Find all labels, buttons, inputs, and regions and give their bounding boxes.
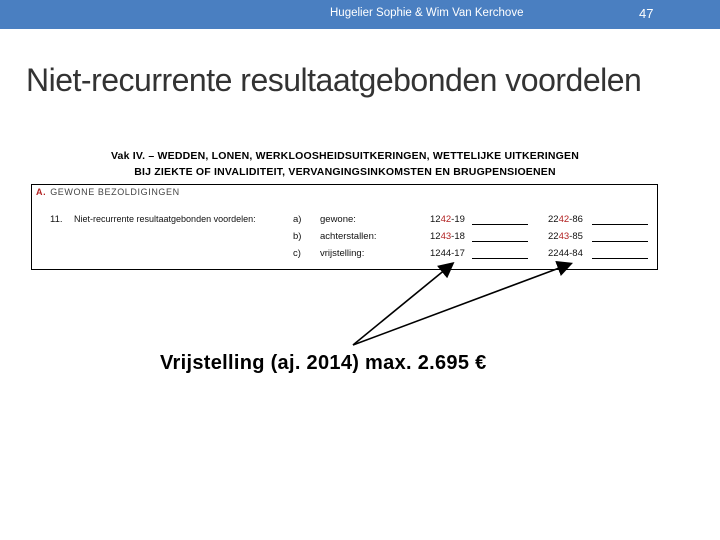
- header-authors: Hugelier Sophie & Wim Van Kerchove: [330, 7, 524, 19]
- row-label: achterstallen:: [320, 231, 377, 242]
- vak-heading-line2: BIJ ZIEKTE OF INVALIDITEIT, VERVANGINGSINKOMSTEN EN BRUGPENSIOENEN: [134, 166, 556, 178]
- code-field-1: 1243-18: [430, 231, 465, 242]
- row-letter: a): [293, 214, 302, 225]
- slide-title: Niet-recurrente resultaatgebonden voordelen: [26, 62, 642, 98]
- page-number: 47: [639, 6, 654, 21]
- code-field-2: 2242-86: [548, 214, 583, 225]
- code-field-2: 2243-85: [548, 231, 583, 242]
- row-label: vrijstelling:: [320, 248, 365, 259]
- arrow-to-code-2244: [353, 264, 570, 345]
- item-number: 11.: [50, 214, 63, 225]
- item-label: Niet-recurrente resultaatgebonden voordelen:: [74, 214, 256, 224]
- code-field-1: 1244-17: [430, 248, 465, 259]
- code-field-2: 2244-84: [548, 248, 583, 259]
- section-title: GEWONE BEZOLDIGINGEN: [50, 187, 180, 197]
- exemption-note: Vrijstelling (aj. 2014) max. 2.695 €: [160, 352, 487, 374]
- code-field-1: 1242-19: [430, 214, 465, 225]
- row-letter: b): [293, 231, 302, 242]
- vak-heading-line1: Vak IV. – WEDDEN, LONEN, WERKLOOSHEIDSUITKERINGEN, WETTELIJKE UITKERINGEN: [110, 150, 580, 162]
- row-label: gewone:: [320, 214, 356, 225]
- arrow-to-code-1244: [353, 264, 452, 345]
- row-letter: c): [293, 248, 301, 259]
- section-letter: A.: [36, 187, 47, 197]
